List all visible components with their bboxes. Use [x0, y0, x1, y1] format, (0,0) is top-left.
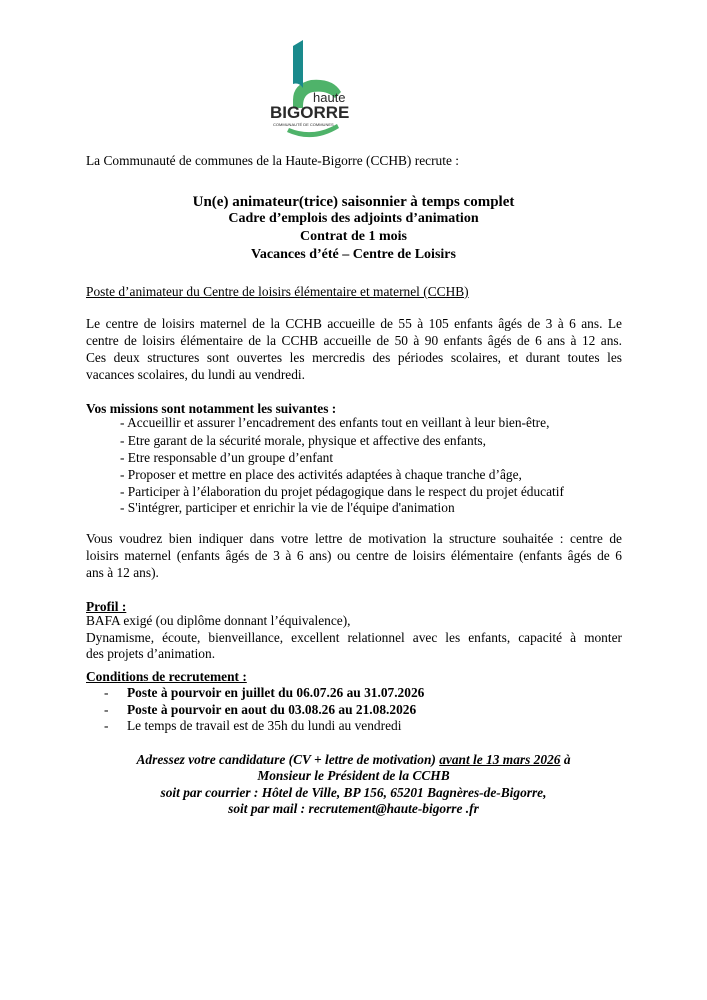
mission-item: - Etre garant de la sécurité morale, physique et affective des enfants,	[120, 433, 486, 448]
mission-item: - Proposer et mettre en place des activités adaptées à chaque tranche d’âge,	[120, 467, 522, 482]
mission-item: - Accueillir et assurer l’encadrement des enfants tout en veillant à leur bien-être,	[120, 415, 550, 430]
description-line-3: Ces deux structures sont ouvertes les mercredis des périodes scolaires, et durant toutes les	[86, 350, 622, 365]
logo-swoosh-teal	[293, 40, 303, 88]
condition-item: Poste à pourvoir en juillet du 06.07.26 au 31.07.2026	[127, 685, 425, 700]
description-line-4: vacances scolaires, du lundi au vendredi.	[86, 367, 306, 382]
profil-heading: Profil :	[86, 599, 127, 614]
motivation-line-3: ans à 12 ans).	[86, 565, 159, 580]
closing-line-1-end: à	[560, 752, 571, 767]
closing-line-3: soit par courrier : Hôtel de Ville, BP 156, 65201 Bagnères-de-Bigorre,	[160, 785, 547, 800]
post-heading: Poste d’animateur du Centre de loisirs élémentaire et maternel (CCHB)	[86, 284, 469, 299]
title-line-1: Un(e) animateur(trice) saisonnier à temps complet	[192, 194, 515, 210]
conditions-heading: Conditions de recrutement :	[86, 669, 247, 684]
haute-bigorre-logo	[263, 38, 363, 142]
conditions-dash: -	[104, 718, 109, 733]
closing-deadline: avant le 13 mars 2026	[439, 752, 561, 767]
logo-mark	[263, 38, 363, 142]
description-line-1: Le centre de loisirs maternel de la CCHB accueille de 55 à 105 enfants âgés de 3 à 6 ans. Le	[86, 316, 622, 331]
title-line-2: Cadre d’emplois des adjoints d’animation	[228, 211, 479, 226]
title-line-3: Contrat de 1 mois	[300, 229, 407, 244]
intro-text: La Communauté de communes de la Haute-Bigorre (CCHB) recrute :	[86, 153, 459, 168]
logo-text-bigorre: BIGORRE	[270, 103, 350, 122]
profil-line-3: des projets d’animation.	[86, 646, 216, 661]
title-line-4: Vacances d’été – Centre de Loisirs	[251, 247, 456, 262]
closing-line-1-start: Adressez votre candidature (CV + lettre de motivation)	[136, 752, 440, 767]
condition-item: Le temps de travail est de 35h du lundi au vendredi	[127, 718, 402, 733]
motivation-line-1: Vous voudrez bien indiquer dans votre lettre de motivation la structure souhaitée : centre de	[86, 531, 622, 546]
profil-line-2: Dynamisme, écoute, bienveillance, excellent relationnel avec les enfants, capacité à monter	[86, 630, 622, 645]
conditions-dash: -	[104, 685, 109, 700]
missions-heading: Vos missions sont notamment les suivantes :	[86, 401, 337, 416]
motivation-line-2: loisirs maternel (enfants âgés de 3 à 6 ans) ou centre de loisirs élémentaire (enfants âgés de 6	[86, 548, 622, 563]
conditions-dash: -	[104, 702, 109, 717]
mission-item: - Participer à l’élaboration du projet pédagogique dans le respect du projet éducatif	[120, 484, 564, 499]
closing-line-2: Monsieur le Président de la CCHB	[257, 768, 450, 783]
logo-text-haute: haute	[313, 90, 346, 105]
logo-text-communaute: COMMUNAUTÉ DE COMMUNES	[273, 122, 334, 127]
mission-item: - S'intégrer, participer et enrichir la vie de l'équipe d'animation	[120, 500, 455, 515]
description-line-2: centre de loisirs élémentaire de la CCHB accueille de 50 à 90 enfants âgés de 6 ans à 12 ans.	[86, 333, 622, 348]
closing-line-4: soit par mail : recrutement@haute-bigorre .fr	[228, 801, 479, 816]
profil-line-1: BAFA exigé (ou diplôme donnant l’équivalence),	[86, 613, 351, 628]
mission-item: - Etre responsable d’un groupe d’enfant	[120, 450, 334, 465]
condition-item: Poste à pourvoir en aout du 03.08.26 au 21.08.2026	[127, 702, 417, 717]
